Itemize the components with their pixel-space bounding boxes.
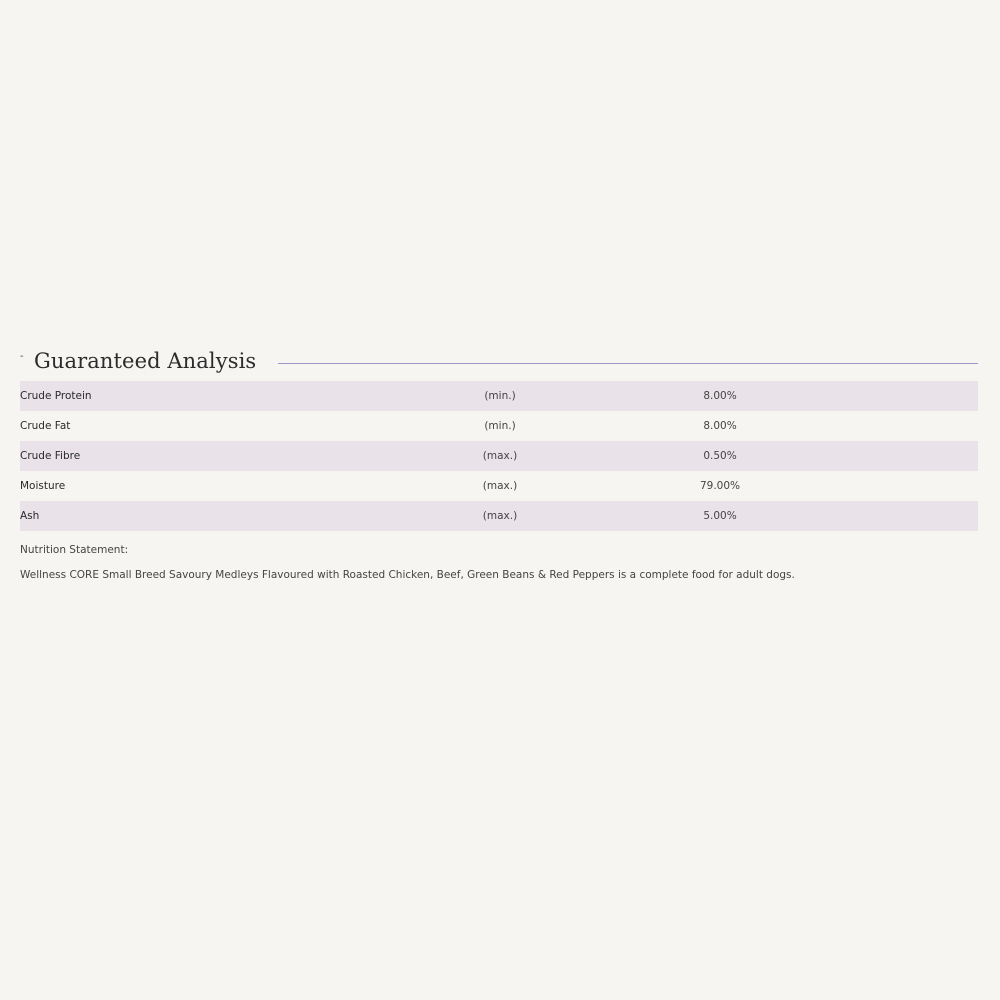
nutrient-name: Crude Fat bbox=[20, 420, 71, 432]
nutrient-name: Moisture bbox=[20, 480, 66, 492]
row-spacer bbox=[850, 441, 978, 471]
table-row bbox=[20, 471, 978, 501]
nutrient-value: 0.50% bbox=[703, 450, 737, 462]
table-row bbox=[20, 501, 978, 531]
nutrient-name: Crude Fibre bbox=[20, 450, 81, 462]
row-spacer bbox=[850, 381, 978, 411]
title-divider bbox=[278, 363, 978, 364]
table-row bbox=[20, 411, 978, 441]
analysis-table bbox=[20, 381, 978, 531]
nutrition-statement-text: Wellness CORE Small Breed Savoury Medleys Flavoured with Roasted Chicken, Beef, Green Beans & Red Peppers is a complete food for adult dogs. bbox=[20, 569, 795, 581]
nutrient-value: 8.00% bbox=[703, 390, 737, 402]
nutrient-name: Crude Protein bbox=[20, 390, 92, 402]
table-row bbox=[20, 441, 978, 471]
guaranteed-analysis-section bbox=[20, 343, 978, 582]
nutrient-qualifier: (max.) bbox=[482, 510, 518, 522]
nutrition-statement-label: Nutrition Statement: bbox=[20, 544, 129, 556]
nutrient-value: 8.00% bbox=[703, 420, 737, 432]
row-spacer bbox=[850, 471, 978, 501]
nutrient-qualifier: (max.) bbox=[482, 480, 518, 492]
row-spacer bbox=[850, 411, 978, 441]
table-row bbox=[20, 381, 978, 411]
nutrient-value: 79.00% bbox=[699, 480, 741, 492]
nutrient-value: 5.00% bbox=[703, 510, 737, 522]
nutrient-qualifier: (max.) bbox=[482, 450, 518, 462]
nutrient-qualifier: (min.) bbox=[484, 420, 516, 432]
row-spacer bbox=[850, 501, 978, 531]
section-header[interactable] bbox=[20, 343, 978, 379]
nutrient-name: Ash bbox=[20, 510, 40, 522]
nutrient-qualifier: (min.) bbox=[484, 390, 516, 402]
section-title: Guaranteed Analysis bbox=[34, 349, 257, 373]
collapse-toggle-icon[interactable]: - bbox=[20, 351, 24, 362]
